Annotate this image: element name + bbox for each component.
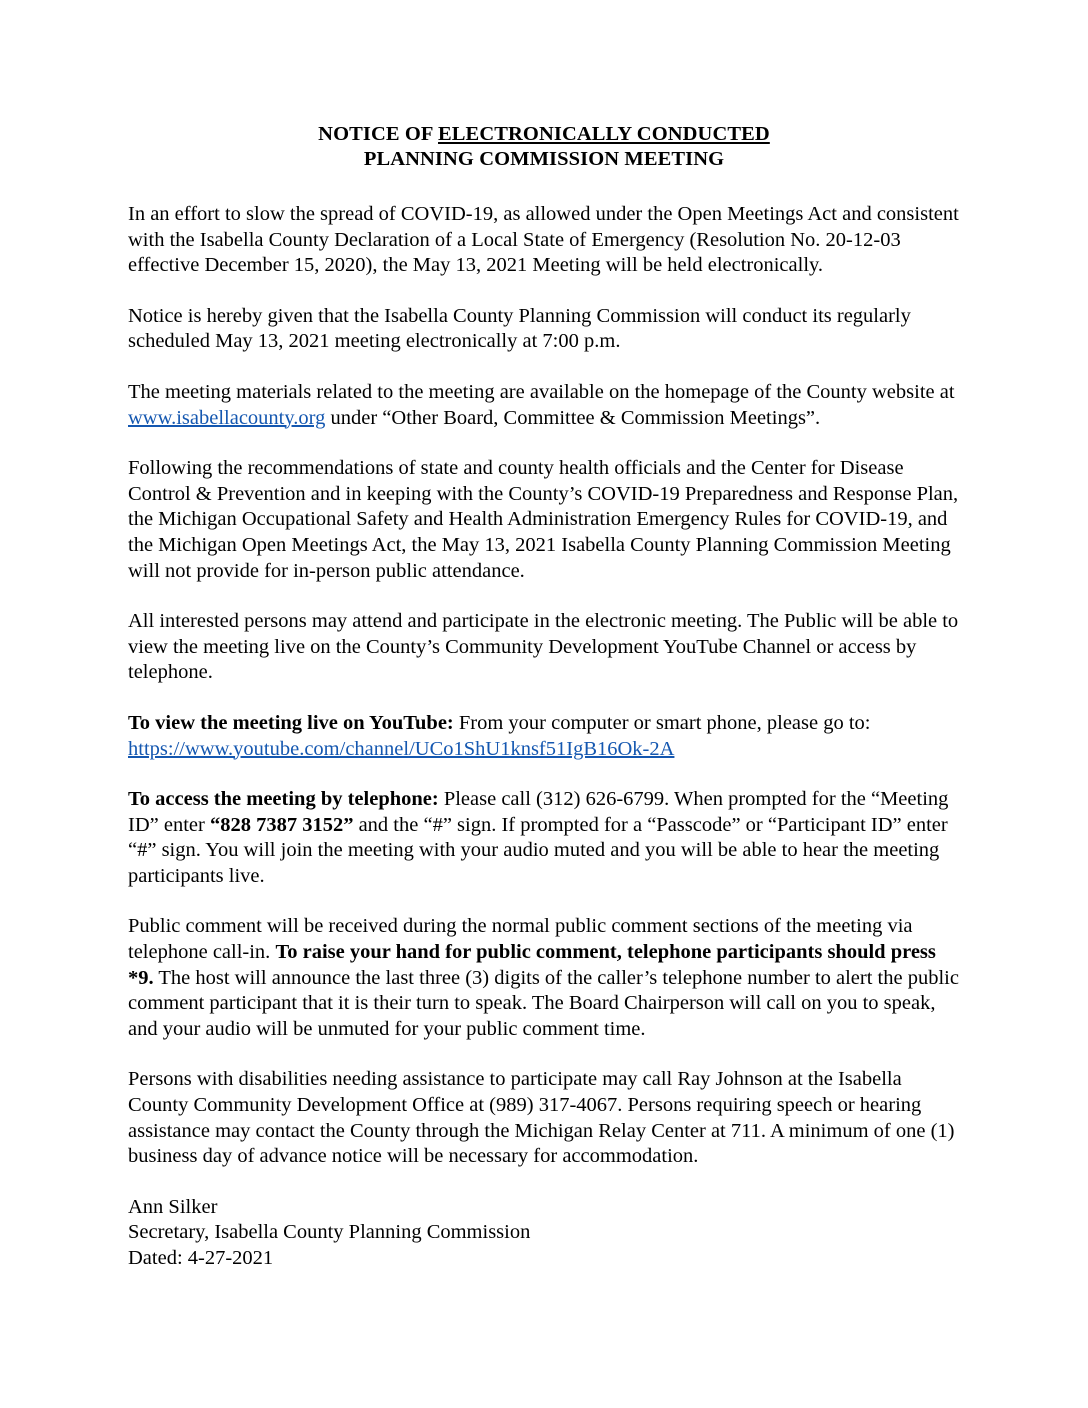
paragraph-recommendations: Following the recommendations of state and county health officials and the Center for Disease Control & Prevention and in keeping with the County’s COVID-19 Preparedness and Response Plan, the Michigan Occupational Safety and Health Administration Emergency Rules for COVID-19, and the Michigan Open Meetings Act, the May 13, 2021 Isabella County Planning Commission Meeting will not provide for in-person public attendance. — [128, 457, 959, 582]
paragraph-telephone — [128, 787, 960, 889]
raise-hand-instruction: To raise your hand for public comment, telephone participants should press *9. — [128, 941, 936, 989]
youtube-heading: To view the meeting live on YouTube: — [128, 711, 454, 734]
title-line-2: PLANNING COMMISSION MEETING — [363, 148, 725, 170]
telephone-text-1: Please call (312) 626-6799. When prompted for the “Meeting ID” enter — [128, 788, 949, 836]
county-website-link[interactable]: www.isabellacounty.org — [128, 406, 326, 429]
public-comment-text-2: The host will announce the last three (3) digits of the caller’s telephone number to alert the public comment participant that it is their turn to speak. The Board Chairperson will call on you to speak, and your audio will be unmuted for your public comment time. — [128, 966, 959, 1040]
materials-text-after-link: under “Other Board, Committee & Commission Meetings”. — [325, 406, 821, 429]
paragraph-attendance: All interested persons may attend and participate in the electronic meeting. The Public will be able to view the meeting live on the County’s Community Development YouTube Channel or access by telephone. — [128, 610, 959, 684]
paragraph-accessibility: Persons with disabilities needing assistance to participate may call Ray Johnson at the Isabella County Community Development Office at (989) 317-4067. Persons requiring speech or hearing assistance may contact the County through the Michigan Relay Center at 711. A minimum of one (1) business day of advance notice will be necessary for accommodation. — [128, 1068, 955, 1168]
signer-name: Ann Silker — [128, 1195, 218, 1218]
telephone-heading: To access the meeting by telephone: — [128, 788, 439, 811]
youtube-instructions: From your computer or smart phone, please go to: — [453, 711, 871, 734]
paragraph-intro: In an effort to slow the spread of COVID-19, as allowed under the Open Meetings Act and consistent with the Isabella County Declaration of a Local State of Emergency (Resolution No. 20-12-03 effective December 15, 2020), the May 13, 2021 Meeting will be held electronically. — [128, 203, 959, 277]
meeting-id-value: “828 7387 3152” — [209, 813, 354, 836]
title-prefix: NOTICE OF — [318, 123, 439, 145]
signed-date: Dated: 4-27-2021 — [128, 1247, 274, 1269]
signature-block — [128, 1195, 960, 1272]
document-body — [128, 202, 960, 1272]
youtube-channel-link[interactable]: https://www.youtube.com/channel/UCo1ShU1knsf51IgB16Ok-2A — [128, 737, 675, 760]
signer-role: Secretary, Isabella County Planning Commission — [128, 1221, 531, 1244]
materials-text-before-link: The meeting materials related to the meeting are available on the homepage of the County website at — [128, 380, 955, 403]
document-title — [128, 122, 960, 172]
paragraph-public-comment — [128, 914, 960, 1042]
paragraph-notice: Notice is hereby given that the Isabella County Planning Commission will conduct its regularly scheduled May 13, 2021 meeting electronically at 7:00 p.m. — [128, 304, 911, 353]
paragraph-youtube — [128, 711, 960, 762]
paragraph-materials — [128, 380, 960, 431]
title-underlined-text: ELECTRONICALLY CONDUCTED — [438, 123, 770, 145]
title-line-1 — [128, 122, 960, 147]
public-comment-text-1: Public comment will be received during the normal public comment sections of the meeting via telephone call-in. — [128, 915, 913, 964]
telephone-text-2: and the “#” sign. If prompted for a “Passcode” or “Participant ID” enter “#” sign. You will join the meeting with your audio muted and you will be able to hear the meeting participants live. — [128, 813, 948, 887]
